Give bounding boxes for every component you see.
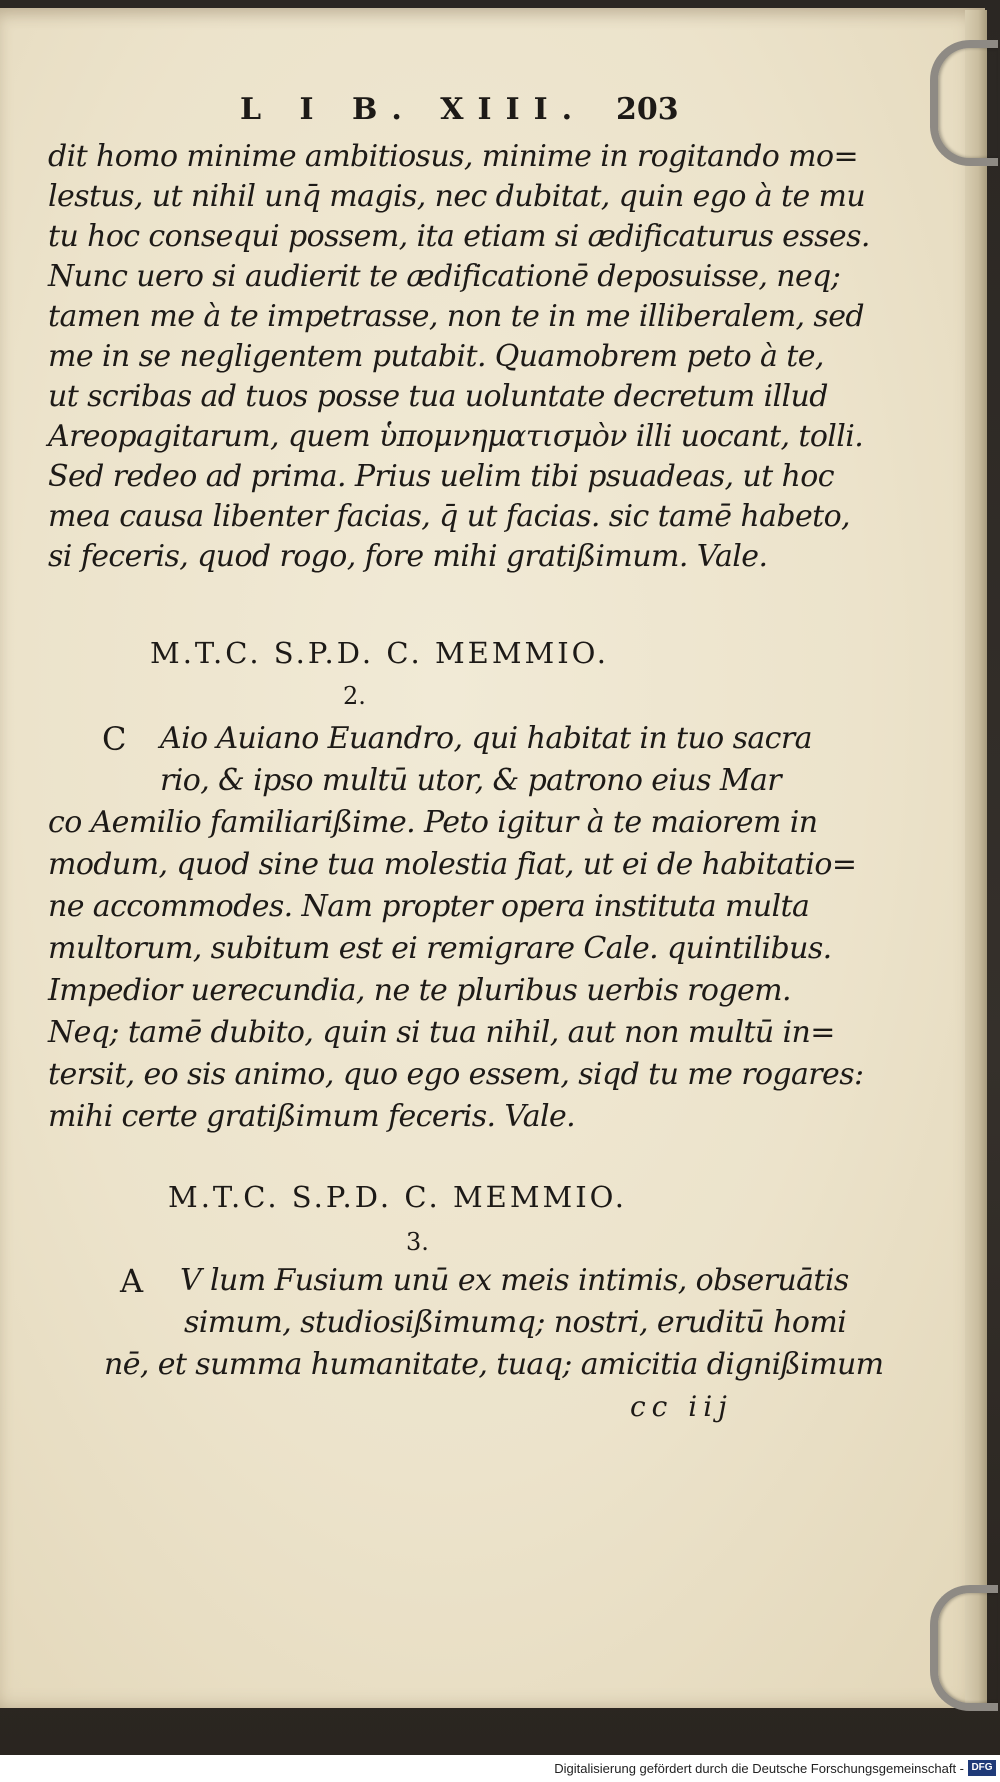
text-line: dit homo minime ambitiosus, minime in rogitando mo= xyxy=(48,139,859,174)
page-fore-edge xyxy=(965,10,987,1705)
letter-number: 3. xyxy=(406,1228,429,1256)
letter-heading: M.T.C. S.P.D. C. MEMMIO. xyxy=(168,1180,627,1214)
running-head: L I B. XIII. xyxy=(240,92,587,127)
page-number: 203 xyxy=(616,92,679,127)
book-clasp-top xyxy=(930,40,998,166)
book-clasp-bottom xyxy=(930,1585,998,1711)
text-line: Aio Auiano Euandro, qui habitat in tuo sacra xyxy=(160,721,812,756)
text-line: nē, et summa humanitate, tuaq; amicitia dignißimum xyxy=(104,1347,884,1382)
text-line: Areopagitarum, quem ὑπομνηματισμὸν illi uocant, tolli. xyxy=(48,419,864,454)
text-line: si feceris, quod rogo, fore mihi gratißimum. Vale. xyxy=(48,539,768,574)
text-line: mea causa libenter facias, q̄ ut facias. sic tamē habeto, xyxy=(48,499,850,534)
dfg-logo: DFG xyxy=(968,1760,996,1776)
text-line: rio, & ipso multū utor, & patrono eius Mar xyxy=(160,763,781,798)
funding-credit: Digitalisierung gefördert durch die Deutsche Forschungsgemeinschaft - xyxy=(554,1761,964,1776)
initial-letter: C xyxy=(102,720,127,758)
text-line: modum, quod sine tua molestia fiat, ut ei de habitatio= xyxy=(48,847,857,882)
text-line: co Aemilio familiarißime. Peto igitur à te maiorem in xyxy=(48,805,818,840)
text-line: mihi certe gratißimum feceris. Vale. xyxy=(48,1099,576,1134)
text-line: multorum, subitum est ei remigrare Cale. quintilibus. xyxy=(48,931,832,966)
text-line: Neq; tamē dubito, quin si tua nihil, aut non multū in= xyxy=(48,1015,835,1050)
text-line: ne accommodes. Nam propter opera instituta multa xyxy=(48,889,810,924)
letter-number: 2. xyxy=(343,682,366,710)
text-line: Nunc uero si audierit te ædificationē deposuisse, neq; xyxy=(48,259,841,294)
text-line: tamen me à te impetrasse, non te in me illiberalem, sed xyxy=(48,299,864,334)
text-line: Sed redeo ad prima. Prius uelim tibi psuadeas, ut hoc xyxy=(48,459,834,494)
text-line: simum, studiosißimumq; nostri, eruditū homi xyxy=(184,1305,847,1340)
text-line: Impedior uerecundia, ne te pluribus uerbis rogem. xyxy=(48,973,791,1008)
text-line: ut scribas ad tuos posse tua uoluntate decretum illud xyxy=(48,379,828,414)
text-line: tersit, eo sis animo, quo ego essem, siqd tu me rogares: xyxy=(48,1057,864,1092)
letter-heading: M.T.C. S.P.D. C. MEMMIO. xyxy=(150,636,609,670)
digitization-footer xyxy=(0,1755,1000,1782)
text-line: lestus, ut nihil unq̄ magis, nec dubitat, quin ego à te mu xyxy=(48,179,866,214)
text-line: me in se negligentem putabit. Quamobrem peto à te, xyxy=(48,339,824,374)
initial-letter: A xyxy=(120,1262,144,1300)
text-line: tu hoc consequi possem, ita etiam si ædificaturus esses. xyxy=(48,219,870,254)
signature-mark: cc iij xyxy=(630,1390,733,1423)
text-line: V lum Fusium unū ex meis intimis, obseruātis xyxy=(180,1263,849,1298)
